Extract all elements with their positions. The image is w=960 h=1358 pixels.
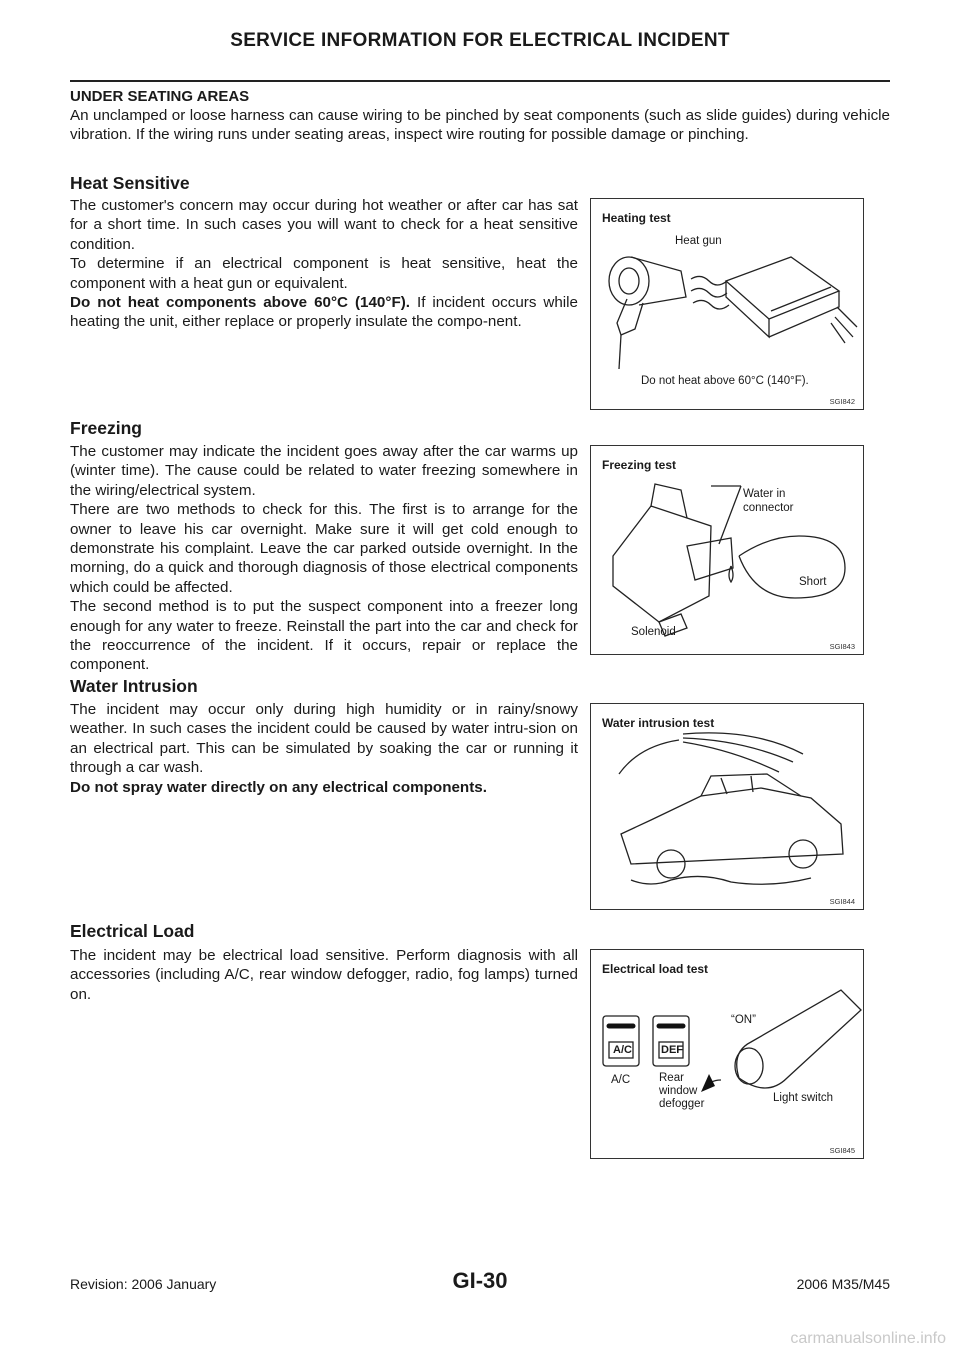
freezing-p3: The second method is to put the suspect component into a freezer long enough for any water to freeze. Reinstall the part into the car and check for the reoccurrence of the incident. If it occurs, repair or replace the component. [70, 598, 578, 674]
def-button-label: DEF [661, 1044, 683, 1056]
header-divider [70, 80, 890, 82]
electrical-load-text: The incident may be electrical load sensitive. Perform diagnosis with all accessories (including A/C, rear window defogger, radio, fog lamps) turned on. [70, 947, 578, 1003]
electrical-load-figure [590, 949, 864, 1159]
figure-id: SGI844 [829, 897, 855, 906]
window-label: window [659, 1085, 698, 1097]
on-label: “ON” [731, 1014, 756, 1026]
heat-p1: The customer's concern may occur during hot weather or after car has sat for a short time. In such cases you will want to check for a heat sensitive condition. [70, 197, 578, 253]
water-p1: The incident may occur only during high humidity or in rainy/snowy weather. In such cases the incident could be caused by water intru-sion on an electrical part. This can be simulated by soaking the car or running it through a car wash. [70, 701, 578, 777]
solenoid-illustration [591, 446, 863, 654]
water-in-label: Water in [743, 488, 786, 500]
solenoid-label: Solenoid [631, 626, 676, 638]
heat-sensitive-body [70, 196, 578, 332]
page-number: GI-30 [452, 1268, 508, 1293]
defogger-label: defogger [659, 1098, 705, 1110]
electrical-load-title: Electrical load test [602, 962, 709, 976]
heating-test-title: Heating test [602, 211, 671, 225]
heat-gun-label: Heat gun [675, 235, 722, 247]
freezing-heading: Freezing [70, 418, 142, 438]
water-intrusion-heading: Water Intrusion [70, 676, 198, 696]
ac-label: A/C [611, 1074, 631, 1086]
under-seating-text: An unclamped or loose harness can cause wiring to be pinched by seat components (such as slide guides) during vehicle vibration. If the wiring runs under seating areas, inspect wire routing for possible damage or pinching. [70, 107, 890, 144]
rear-label: Rear [659, 1072, 684, 1084]
light-switch-label: Light switch [773, 1092, 834, 1104]
heat-limit-caption: Do not heat above 60°C (140°F). [641, 375, 809, 387]
page-title: SERVICE INFORMATION FOR ELECTRICAL INCIDENT [230, 30, 730, 51]
freezing-p2: There are two methods to check for this. The first is to arrange for the owner to leave his car overnight. Make sure it will get cold enough to demonstrate his complaint. Leave the car parked outside overnight. In the morning, do a quick and thorough diagnosis of those electrical components which could be affected. [70, 501, 578, 596]
heat-p3-rest: If incident occurs while heating the unit, either replace or properly insulate the compo-nent. [70, 294, 578, 331]
under-seating-heading: UNDER SEATING AREAS [70, 88, 250, 105]
heat-p3 [70, 293, 578, 332]
freezing-test-title: Freezing test [602, 458, 677, 472]
connector-label: connector [743, 502, 794, 514]
electrical-load-heading: Electrical Load [70, 921, 195, 941]
heat-sensitive-heading: Heat Sensitive [70, 173, 190, 193]
figure-id: SGI845 [829, 1146, 855, 1155]
water-intrusion-figure [590, 703, 864, 910]
water-intrusion-body [70, 700, 578, 797]
figure-id: SGI842 [829, 397, 855, 406]
freezing-test-figure [590, 445, 864, 655]
model-label: 2006 M35/M45 [796, 1276, 890, 1292]
car-wash-illustration [591, 704, 863, 909]
watermark: carmanualsonline.info [790, 1330, 946, 1347]
heat-p2: To determine if an electrical component is heat sensitive, heat the component with a heat gun or equivalent. [70, 255, 578, 292]
ac-button-label: A/C [613, 1044, 632, 1056]
figure-id: SGI843 [829, 642, 855, 651]
water-intrusion-title: Water intrusion test [602, 716, 715, 730]
revision-date: Revision: 2006 January [70, 1276, 217, 1292]
freezing-p1: The customer may indicate the incident goes away after the car warms up (winter time). The cause could be related to water freezing somewhere in the wiring/electrical system. [70, 443, 578, 499]
water-warning: Do not spray water directly on any electrical components. [70, 778, 487, 796]
heating-test-figure [590, 198, 864, 410]
short-label: Short [799, 576, 827, 588]
freezing-body [70, 442, 578, 675]
heat-warning: Do not heat components above 60°C (140°F). [70, 294, 411, 312]
